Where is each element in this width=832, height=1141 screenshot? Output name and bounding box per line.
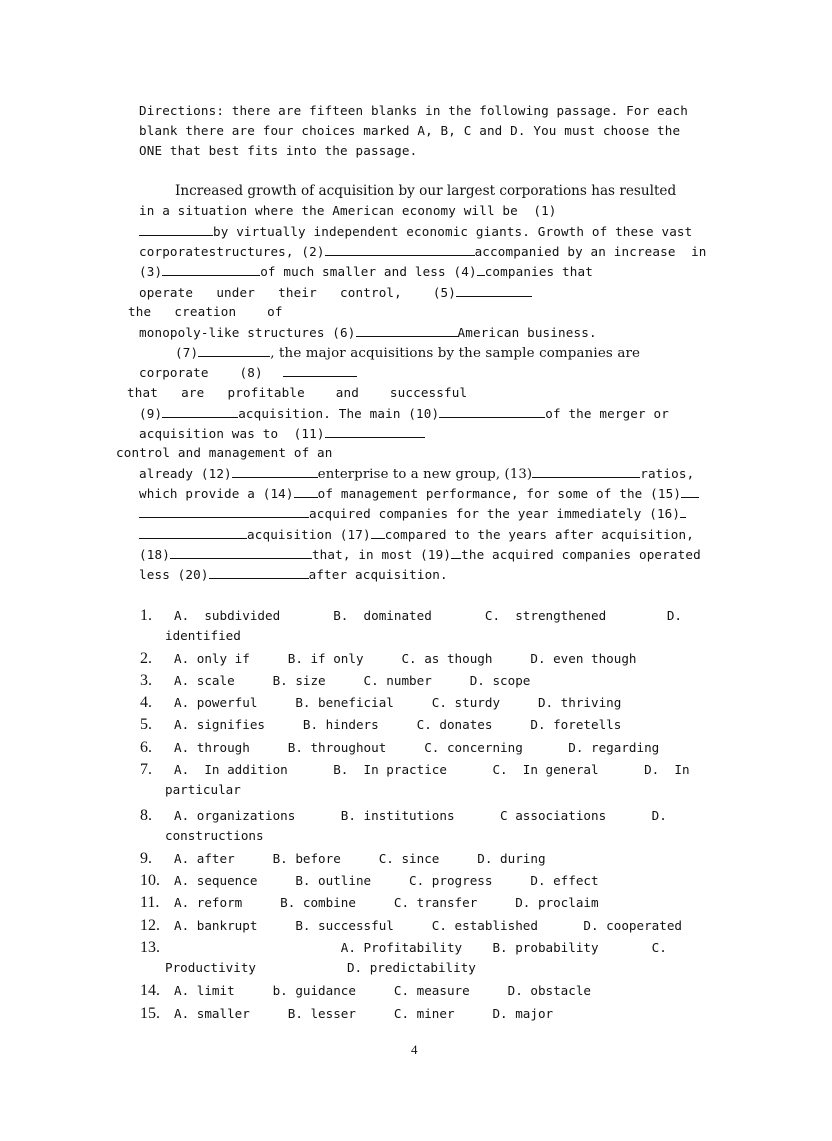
question-number: 3. — [140, 672, 152, 689]
blank-18[interactable] — [170, 546, 312, 559]
blank-2[interactable] — [325, 243, 475, 256]
question-number: 1. — [140, 607, 152, 624]
passage-line-6: operate under their control, (5) — [139, 284, 532, 301]
blank-20[interactable] — [209, 566, 309, 579]
question-number: 13. — [140, 939, 160, 956]
question-number: 2. — [140, 650, 152, 667]
blank-14[interactable] — [294, 485, 318, 498]
question-number: 15. — [140, 1005, 160, 1022]
blank-17[interactable] — [371, 526, 385, 539]
question-options: A. smaller B. lesser C. miner D. major — [174, 1006, 554, 1021]
question-options-cont: particular — [165, 782, 241, 797]
question-number: 8. — [140, 807, 152, 824]
question-options: A. only if B. if only C. as though D. even though — [174, 651, 637, 666]
passage-line-19: (18) that, in most (19) the acquired companies operated — [139, 547, 701, 562]
question-options: A. organizations B. institutions C associations D. — [174, 808, 667, 823]
blank-12[interactable] — [232, 465, 318, 478]
passage-line-4: corporatestructures, (2) accompanied by an increase in — [139, 244, 707, 259]
question-options-cont: identified — [165, 628, 241, 643]
blank-9[interactable] — [162, 405, 238, 418]
question-options: A. scale B. size C. number D. scope — [174, 673, 531, 688]
question-number: 4. — [140, 694, 152, 711]
blank-1[interactable] — [139, 223, 213, 236]
question-options: A. through B. throughout C. concerning D. regarding — [174, 740, 660, 755]
question-options-cont: Productivity D. predictability — [165, 960, 476, 975]
question-options: A. powerful B. beneficial C. sturdy D. thriving — [174, 695, 622, 710]
question-options: A. sequence B. outline C. progress D. effect — [174, 873, 599, 888]
question-options-cont: constructions — [165, 828, 264, 843]
blank-15-cont[interactable] — [139, 505, 309, 518]
passage-line-10: corporate (8) — [139, 364, 357, 381]
passage-line-16: which provide a (14) of management performance, for some of the (15) — [139, 485, 699, 502]
passage-line-1: Increased growth of acquisition by our largest corporations has resulted — [175, 183, 677, 199]
directions-line-1: Directions: there are fifteen blanks in the following passage. For each — [139, 103, 688, 118]
question-number: 7. — [140, 761, 152, 778]
passage-line-2: in a situation where the American economy will be (1) — [139, 203, 557, 218]
passage-line-8: monopoly-like structures (6) American business. — [139, 325, 597, 340]
passage-line-17: acquired companies for the year immediately (16) — [139, 505, 686, 522]
passage-line-18: acquisition (17) compared to the years after acquisition, — [139, 526, 694, 543]
question-number: 10. — [140, 872, 160, 889]
passage-line-9: (7) , the major acquisitions by the sample companies are — [175, 345, 641, 361]
blank-16-cont[interactable] — [139, 526, 247, 539]
passage-line-15: already (12) enterprise to a new group, (13) ratios, — [139, 466, 695, 482]
blank-13[interactable] — [532, 465, 640, 478]
question-options: A. signifies B. hinders C. donates D. foretells — [174, 717, 622, 732]
question-number: 12. — [140, 917, 160, 934]
blank-10[interactable] — [439, 405, 545, 418]
passage-line-14: control and management of an — [116, 445, 333, 460]
question-options: A. subdivided B. dominated C. strengthened D. — [174, 608, 682, 623]
blank-5[interactable] — [456, 284, 532, 297]
blank-7[interactable] — [198, 344, 270, 357]
blank-16[interactable] — [680, 505, 686, 518]
question-options: A. limit b. guidance C. measure D. obstacle — [174, 983, 592, 998]
blank-6[interactable] — [356, 324, 458, 337]
passage-line-12: (9) acquisition. The main (10) of the merger or — [139, 406, 669, 421]
passage-line-7: the creation of — [128, 304, 283, 319]
blank-19[interactable] — [451, 546, 461, 559]
question-number: 11. — [140, 894, 160, 911]
page-number: 4 — [411, 1042, 418, 1057]
blank-4[interactable] — [477, 263, 485, 276]
directions-line-3: ONE that best fits into the passage. — [139, 143, 418, 158]
question-options: A. bankrupt B. successful C. established D. cooperated — [174, 918, 682, 933]
question-number: 5. — [140, 716, 152, 733]
question-options: A. reform B. combine C. transfer D. proclaim — [174, 895, 599, 910]
question-number: 6. — [140, 739, 152, 756]
question-number: 9. — [140, 850, 152, 867]
passage-line-20: less (20) after acquisition. — [139, 567, 448, 582]
passage-line-11: that are profitable and successful — [127, 385, 468, 400]
passage-line-5: (3) of much smaller and less (4) companies that — [139, 264, 593, 279]
passage-line-13: acquisition was to (11) — [139, 425, 425, 442]
blank-3[interactable] — [162, 263, 260, 276]
question-options: A. In addition B. In practice C. In general D. In — [174, 762, 690, 777]
passage-line-3: by virtually independent economic giants. Growth of these vast — [139, 223, 692, 240]
blank-15[interactable] — [681, 485, 699, 498]
directions-line-2: blank there are four choices marked A, B, C and D. You must choose the — [139, 123, 681, 138]
question-number: 14. — [140, 982, 160, 999]
question-options: A. Profitability B. probability C. — [174, 940, 667, 955]
blank-11[interactable] — [325, 425, 425, 438]
blank-8[interactable] — [283, 364, 357, 377]
question-options: A. after B. before C. since D. during — [174, 851, 546, 866]
